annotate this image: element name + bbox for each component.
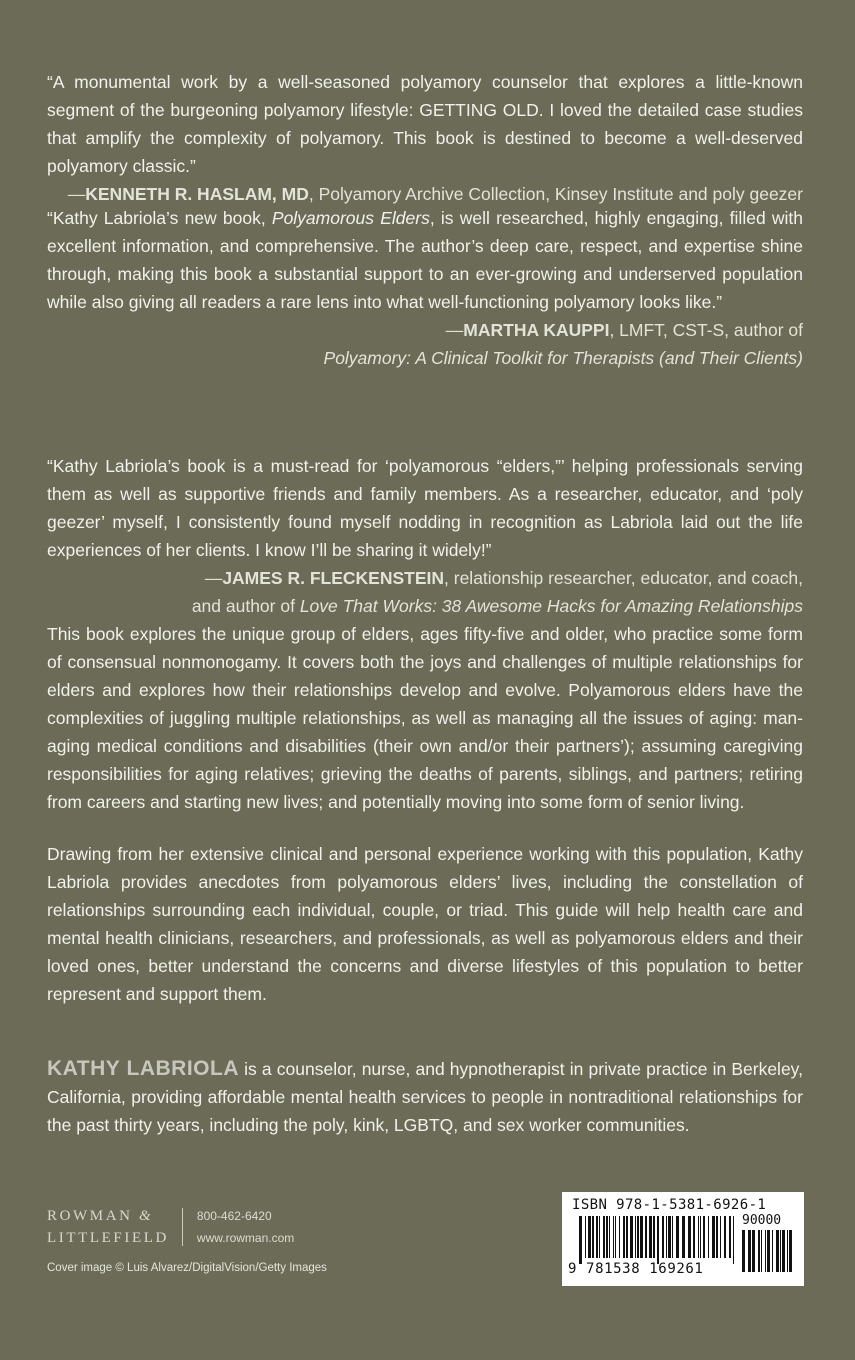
barcode-bar (623, 1216, 625, 1258)
barcode-bar (668, 1216, 671, 1258)
endorsement-kauppi (47, 204, 803, 372)
barcode-bar (630, 1216, 633, 1258)
barcode-bar (708, 1216, 709, 1258)
publisher-logo-ampersand: & (138, 1208, 154, 1224)
barcode-bar (579, 1216, 582, 1264)
isbn-label: ISBN 978-1-5381-6926-1 (572, 1197, 767, 1213)
publisher-contact (197, 1205, 294, 1249)
publisher-logo-line1: ROWMAN (47, 1208, 139, 1224)
barcode-bar (649, 1216, 652, 1258)
book-description-paragraph: This book explores the unique group of elders, ages fifty-five and older, who practice some form of consensual nonmonogamy. It covers both the joys and challenges of multiple relationships for elders and explores how their relationships develop and evolve. Polyamorous elders have the complexities of juggling multiple relationships, as well as managing all the issues of aging: managing medical conditions and disabilities (their own and/or their partners’); assuming caregiving responsibilities for aging relatives; grieving the deaths of parents, siblings, and partners; retiring from careers and starting new lives; and potentially moving into some form of senior living. (47, 624, 803, 812)
endorser-affiliation: , LMFT, CST-S, author of (609, 320, 803, 340)
barcode-bars-main (579, 1216, 737, 1264)
barcode-bar (653, 1216, 655, 1258)
author-name: KATHY LABRIOLA (47, 1057, 239, 1080)
barcode-bar (776, 1230, 779, 1272)
endorsement-attribution (47, 316, 803, 344)
publisher-logo-line2: LITTLEFIELD (47, 1230, 169, 1246)
price-code: 90000 (742, 1213, 782, 1228)
publisher-website: www.rowman.com (196, 1231, 295, 1245)
publisher-phone: 800-462-6420 (196, 1209, 272, 1223)
barcode-bar (765, 1230, 766, 1272)
barcode-bar (626, 1216, 628, 1258)
barcode-bar (787, 1230, 788, 1272)
barcode-bar (688, 1216, 691, 1258)
endorser-affiliation: , Polyamory Archive Collection, Kinsey Institute and poly geezer (308, 184, 803, 204)
endorsement-quote: “Kathy Labriola’s book is a must-read for ‘polyamorous “elders,”’ helping professionals serving them as well as supportive friends and family members. As a researcher, educator, and ‘poly geezer’ myself, I consistently found myself nodding in recognition as Labriola laid out the life experiences of her clients. I know I’ll be sharing it widely!” (47, 456, 803, 560)
barcode-bar (772, 1230, 773, 1272)
endorser-name: JAMES R. FLECKENSTEIN (222, 568, 445, 588)
barcode-bar (666, 1216, 667, 1258)
publisher-block (47, 1205, 294, 1249)
barcode-bar (599, 1216, 600, 1258)
ean-digits: 9 781538 169261 (568, 1261, 704, 1277)
barcode-bar (752, 1230, 755, 1272)
barcode-bar (682, 1216, 685, 1258)
barcode-bar (782, 1230, 785, 1272)
barcode-bar (703, 1216, 705, 1258)
barcode-bar (615, 1216, 616, 1258)
endorser-book-line (47, 344, 803, 372)
endorser-book-title: Polyamory: A Clinical Toolkit for Therapists (and Their Clients) (323, 348, 803, 368)
endorser-name: MARTHA KAUPPI (463, 320, 610, 340)
barcode-bar (613, 1216, 614, 1258)
endorsement-quote: “A monumental work by a well-seasoned polyamory counselor that explores a little-known segment of the burgeoning polyamory lifestyle: GETTING OLD. I loved the detailed case studies that amplify the complexity of polyamory. This book is destined to become a well-deserved polyamory classic.” (47, 72, 803, 176)
barcode-bar (657, 1216, 659, 1264)
quote-text: “Kathy Labriola’s new book, (47, 208, 272, 228)
barcode-bar (748, 1230, 751, 1272)
barcode-bar (729, 1216, 731, 1258)
barcode-bar (619, 1216, 620, 1258)
endorsement-haslam (47, 68, 803, 208)
barcode-bar (672, 1216, 673, 1258)
isbn-barcode (562, 1192, 804, 1286)
barcode-bar (662, 1216, 664, 1258)
attribution-dash: — (204, 568, 223, 588)
barcode-bar (712, 1216, 715, 1258)
endorsement-fleckenstein (47, 452, 803, 620)
endorser-book-title: Love That Works: 38 Awesome Hacks for Amazing Relationships (299, 596, 803, 616)
cover-image-credit: Cover image © Luis Alvarez/DigitalVision/Getty Images (47, 1262, 327, 1274)
barcode-bar (603, 1216, 605, 1258)
barcode-bar (588, 1216, 591, 1258)
endorser-name: KENNETH R. HASLAM, MD (85, 184, 309, 204)
barcode-bar (606, 1216, 608, 1258)
barcode-bar (698, 1216, 699, 1258)
barcode-bar (733, 1216, 734, 1264)
barcode-bar (640, 1216, 643, 1258)
attribution-dash: — (67, 184, 86, 204)
barcode-bar (767, 1230, 770, 1272)
publisher-divider (182, 1208, 183, 1246)
barcode-bar (609, 1216, 610, 1258)
barcode-bar (637, 1216, 639, 1258)
barcode-bar (592, 1216, 594, 1258)
endorser-book-prefix: and author of (191, 596, 300, 616)
publisher-logo (47, 1205, 169, 1249)
endorsement-quote (47, 204, 803, 316)
author-bio (47, 1055, 803, 1139)
barcode-bar (596, 1216, 598, 1258)
barcode-bar (724, 1216, 726, 1258)
barcode-bar (585, 1216, 586, 1258)
endorsement-attribution (47, 564, 803, 592)
endorser-book-line (47, 592, 803, 620)
attribution-dash: — (445, 320, 464, 340)
barcode-bar (676, 1216, 679, 1258)
author-bio-text: is a counselor, nurse, and hypnotherapist in private practice in Berkeley, California, providing affordable mental health services to people in nontraditional relationships for the past thirty years, including the poly, kink, LGBTQ, and sex worker communities. (47, 1059, 803, 1135)
barcode-bar (761, 1230, 762, 1272)
endorser-affiliation: , relationship researcher, educator, and coach, (444, 568, 803, 588)
barcode-bar (742, 1230, 745, 1272)
barcode-bar (716, 1216, 718, 1258)
barcode-bar (758, 1230, 760, 1272)
barcode-bar (789, 1230, 792, 1272)
barcode-bar (635, 1216, 636, 1258)
book-title-inline: Polyamorous Elders (271, 208, 430, 228)
barcode-bar (780, 1230, 781, 1272)
quote-text: , is well researched, highly engaging, filled with excellent information, and comprehensive. The author’s deep care, respect, and expertise shine through, making this book a substantial support to an ever-growing and underserved population while also giving all readers a rare lens into what well-functioning polyamory looks like.” (47, 208, 803, 312)
barcode-bars-addon (742, 1230, 796, 1272)
barcode-bar (645, 1216, 647, 1258)
barcode-bar (720, 1216, 721, 1258)
barcode-bar (700, 1216, 701, 1258)
book-description-paragraph: Drawing from her extensive clinical and personal experience working with this population, Kathy Labriola provides anecdotes from polyamorous elders’ lives, including the constellation of relationships surrounding each individual, couple, or triad. This guide will help health care and mental health clinicians, researchers, and professionals, as well as polyamorous elders and their loved ones, better understand the concerns and diverse lifestyles of this population to better represent and support them. (47, 844, 803, 1004)
barcode-bar (693, 1216, 695, 1258)
